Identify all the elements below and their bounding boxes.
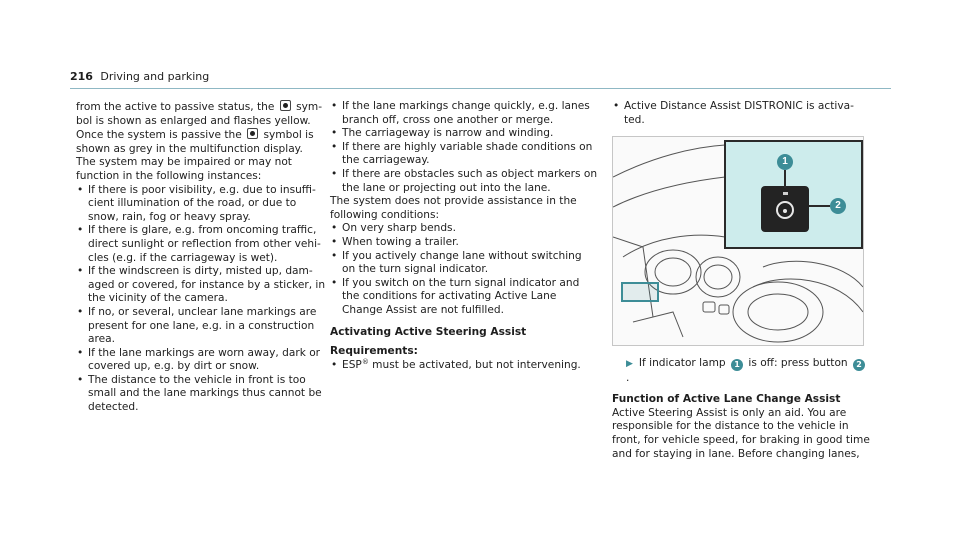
requirement-text: must be activated, but not intervening. [368, 358, 581, 371]
instruction-end: . [626, 371, 630, 384]
page-header [70, 70, 890, 90]
page-section-title: Driving and parking [100, 70, 210, 83]
impaired-list [76, 184, 326, 415]
list-item: • The carriageway is narrow and winding. [330, 127, 598, 141]
column-1 [76, 100, 326, 415]
indicator-lamp [783, 192, 788, 195]
callout-1: 1 [777, 154, 793, 170]
esp-text: ESP [342, 358, 362, 371]
list-item: • If there are highly variable shade conditions on the carriageway. [330, 141, 598, 168]
requirements-list-continued [612, 100, 870, 127]
list-item: • The distance to the vehicle in front is too small and the lane markings thus cannot be detected. [76, 374, 326, 415]
instruction-step [612, 357, 870, 385]
list-item: • If there are obstacles such as object markers on the lane or projecting out into the lane. [330, 168, 598, 195]
list-item: • If you switch on the turn signal indicator and the conditions for activating Active Lane Change Assist are not fulfilled. [330, 277, 598, 318]
impaired-paragraph: The system may be impaired or may not function in the following instances: [76, 156, 292, 182]
button-detail-inset [724, 140, 863, 249]
column-2 [330, 100, 598, 372]
callout-2: 2 [830, 198, 846, 214]
list-item: • If the windscreen is dirty, misted up, dam-aged or covered, for instance by a sticker, in the vicinity of the camera. [76, 265, 326, 306]
requirements-heading: Requirements: [330, 345, 418, 358]
intro-text-2: sym-bol is shown as enlarged and flashes yellow. Once the system is passive the [76, 101, 323, 142]
no-assist-paragraph: The system does not provide assistance in the following conditions: [330, 195, 577, 221]
list-item: • If there is glare, e.g. from oncoming traffic, direct sunlight or reflection from other vehi-cles (e.g. if the carriageway is wet). [76, 224, 326, 265]
impaired-list-continued [330, 100, 598, 195]
function-paragraph: Active Steering Assist is only an aid. You are responsible for the distance to the vehicle in front, for vehicle speed, for braking in good time and for staying in lane. Before changing lanes, [612, 406, 870, 460]
steering-assist-icon [247, 128, 258, 139]
arrow-right-icon: ▶ [626, 359, 633, 369]
section-heading: Function of Active Lane Change Assist [612, 393, 841, 406]
list-item: • If the lane markings change quickly, e.g. lanes branch off, cross one another or merge. [330, 100, 598, 127]
button-highlight-box [621, 282, 659, 302]
steering-wheel-icon [776, 201, 794, 219]
intro-text-1: from the active to passive status, the [76, 101, 275, 113]
list-item: • If the lane markings are worn away, dark or covered up, e.g. by dirt or snow. [76, 347, 326, 374]
page-number: 216 [70, 70, 93, 83]
no-assist-list [330, 222, 598, 317]
callout-line-2 [809, 205, 830, 207]
list-item: • When towing a trailer. [330, 236, 598, 250]
section-heading: Activating Active Steering Assist [330, 325, 527, 338]
list-item: • If no, or several, unclear lane markings are present for one lane, e.g. in a construction area. [76, 306, 326, 347]
instruction-text-2: is off: press button [748, 357, 848, 369]
dashboard-illustration [612, 136, 864, 346]
list-item: • If you actively change lane without switching on the turn signal indicator. [330, 250, 598, 277]
callout-ref-2: 2 [853, 359, 865, 371]
instruction-text-1: If indicator lamp [638, 357, 726, 369]
intro-text-3: symbol is shown as grey in the multifunction display. [76, 129, 314, 155]
list-item: • Active Distance Assist DISTRONIC is activa-ted. [612, 100, 870, 127]
callout-ref-1: 1 [731, 359, 743, 371]
registered-mark: ® [361, 357, 369, 366]
list-item: • If there is poor visibility, e.g. due to insuffi-cient illumination of the road, or due to snow, rain, fog or heavy spray. [76, 184, 326, 225]
column-3 [612, 100, 870, 127]
column-3-continued [612, 357, 870, 461]
steering-assist-button [761, 186, 809, 232]
list-item [330, 359, 598, 373]
intro-paragraph [76, 100, 326, 156]
requirements-list [330, 359, 598, 373]
list-item: • On very sharp bends. [330, 222, 598, 236]
steering-assist-icon [280, 100, 291, 111]
callout-line-1 [784, 170, 786, 188]
header-divider [70, 88, 891, 89]
